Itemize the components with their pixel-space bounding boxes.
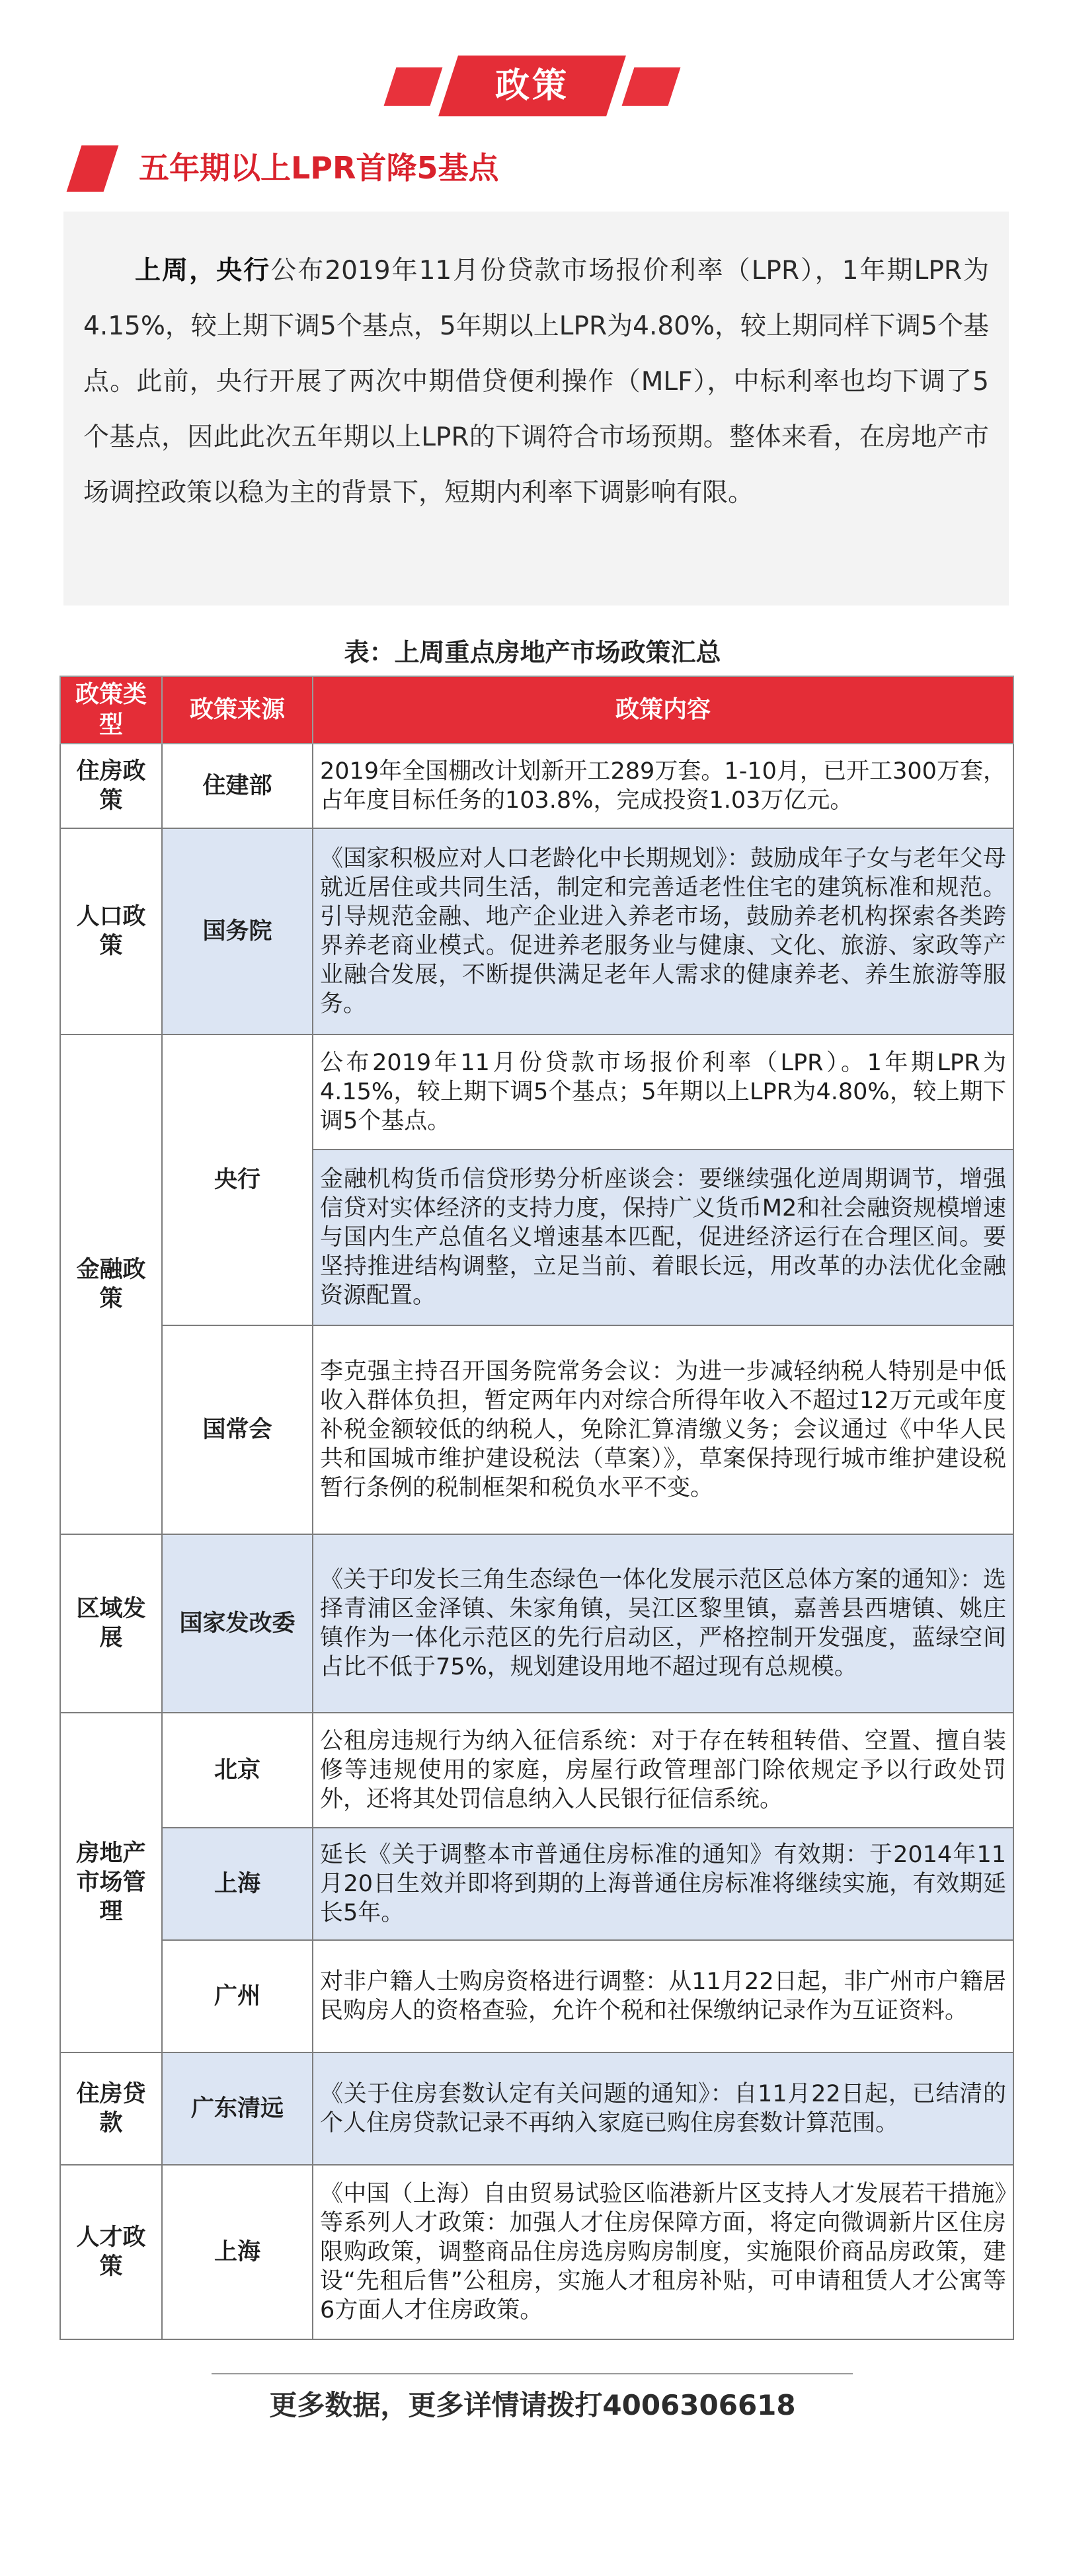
policy-content-cell: 李克强主持召开国务院常务会议：为进一步减轻纳税人特别是中低收入群体负担，暂定两年内对综合所得年收入不超过12万元或年度补税金额较低的纳税人，免除汇算清缴义务；会议通过《中华人民共和国城市维护建设税法（草案）》，草案保持现行城市维护建设税暂行条例的税制框架和税负水平不变。 xyxy=(313,1325,1013,1534)
table-header-row xyxy=(60,676,1013,744)
table-row xyxy=(60,744,1013,828)
table-row xyxy=(60,1325,1013,1534)
policy-content-cell: 《中国（上海）自由贸易试验区临港新片区支持人才发展若干措施》等系列人才政策：加强人才住房保障方面，将定向微调新片区住房限购政策，调整商品住房选房购房制度，实施限价商品房政策，建设“先租后售”公租房，实施人才租房补贴，可申请租赁人才公寓等6方面人才住房政策。 xyxy=(313,2165,1013,2339)
table-row xyxy=(60,2052,1013,2165)
policy-table xyxy=(59,676,1014,2340)
header-banner xyxy=(390,56,674,116)
footer-contact-text: 更多数据，更多详情请拨打4006306618 xyxy=(269,2389,796,2421)
banner-right-stripe xyxy=(622,67,681,106)
summary-lead: 上周，央行 xyxy=(135,256,271,286)
table-row xyxy=(60,1828,1013,1940)
header-policy-content: 政策内容 xyxy=(313,676,1013,744)
banner-left-stripe xyxy=(384,67,443,106)
policy-content-cell: 公租房违规行为纳入征信系统：对于存在转租转借、空置、擅自装修等违规使用的家庭，房屋行政管理部门除依规定予以行政处罚外，还将其处罚信息纳入人民银行征信系统。 xyxy=(313,1713,1013,1828)
policy-source-cell: 上海 xyxy=(162,1828,313,1940)
section-title: 五年期以上LPR首降5基点 xyxy=(139,150,499,186)
policy-source-cell: 北京 xyxy=(162,1713,313,1828)
policy-type-cell: 房地产市场管理 xyxy=(60,1713,162,2052)
policy-source-cell: 国家发改委 xyxy=(162,1534,313,1713)
policy-source-cell: 国务院 xyxy=(162,828,313,1034)
policy-source-cell: 广州 xyxy=(162,1940,313,2052)
policy-type-cell: 金融政策 xyxy=(60,1034,162,1534)
policy-type-cell: 人才政策 xyxy=(60,2165,162,2339)
policy-type-cell: 住房贷款 xyxy=(60,2052,162,2165)
table-row xyxy=(60,1534,1013,1713)
policy-content-cell: 对非户籍人士购房资格进行调整：从11月22日起，非广州市户籍居民购房人的资格查验，允许个税和社保缴纳记录作为互证资料。 xyxy=(313,1940,1013,2052)
policy-source-cell: 国常会 xyxy=(162,1325,313,1534)
policy-source-cell: 央行 xyxy=(162,1034,313,1325)
table-caption: 表：上周重点房地产市场政策汇总 xyxy=(344,638,721,667)
table-row xyxy=(60,1940,1013,2052)
policy-content-cell: 《关于印发长三角生态绿色一体化发展示范区总体方案的通知》：选择青浦区金泽镇、朱家角镇，吴江区黎里镇，嘉善县西塘镇、姚庄镇作为一体化示范区的先行启动区，严格控制开发强度，蓝绿空间占比不低于75%，规划建设用地不超过现有总规模。 xyxy=(313,1534,1013,1713)
header-policy-source: 政策来源 xyxy=(162,676,313,744)
policy-type-cell: 人口政策 xyxy=(60,828,162,1034)
policy-content-cell: 《国家积极应对人口老龄化中长期规划》：鼓励成年子女与老年父母就近居住或共同生活，制定和完善适老性住宅的建筑标准和规范。引导规范金融、地产企业进入养老市场，鼓励养老机构探索各类跨界养老商业模式。促进养老服务业与健康、文化、旅游、家政等产业融合发展，不断提供满足老年人需求的健康养老、养生旅游等服务。 xyxy=(313,828,1013,1034)
policy-content-cell: 2019年全国棚改计划新开工289万套。1-10月，已开工300万套，占年度目标任务的103.8%，完成投资1.03万亿元。 xyxy=(313,744,1013,828)
policy-content-cell: 《关于住房套数认定有关问题的通知》：自11月22日起，已结清的个人住房贷款记录不再纳入家庭已购住房套数计算范围。 xyxy=(313,2052,1013,2165)
table-row xyxy=(60,828,1013,1034)
policy-content-cell: 公布2019年11月份贷款市场报价利率（LPR）。1年期LPR为4.15%，较上期下调5个基点；5年期以上LPR为4.80%，较上期下调5个基点。 xyxy=(313,1034,1013,1150)
summary-text: 公布2019年11月份贷款市场报价利率（LPR），1年期LPR为4.15%，较上期下调5个基点，5年期以上LPR为4.80%，较上期同样下调5个基点。此前，央行开展了两次中期借贷便利操作（MLF），中标利率也均下调了5个基点，因此此次五年期以上LPR的下调符合市场预期。整体来看，在房地产市场调控政策以稳为主的背景下，短期内利率下调影响有限。 xyxy=(83,256,989,508)
policy-type-cell: 区域发展 xyxy=(60,1534,162,1713)
policy-type-cell: 住房政策 xyxy=(60,744,162,828)
policy-source-cell: 上海 xyxy=(162,2165,313,2339)
table-row xyxy=(60,2165,1013,2339)
policy-content-cell: 延长《关于调整本市普通住房标准的通知》有效期：于2014年11月20日生效并即将到期的上海普通住房标准将继续实施，有效期延长5年。 xyxy=(313,1828,1013,1940)
footer-divider xyxy=(212,2373,853,2374)
header-policy-type: 政策类型 xyxy=(60,676,162,744)
summary-paragraph xyxy=(83,243,989,521)
policy-source-cell: 广东清远 xyxy=(162,2052,313,2165)
table-row xyxy=(60,1713,1013,1828)
summary-box xyxy=(63,212,1009,605)
policy-content-cell: 金融机构货币信贷形势分析座谈会：要继续强化逆周期调节，增强信贷对实体经济的支持力度，保持广义货币M2和社会融资规模增速与国内生产总值名义增速基本匹配，促进经济运行在合理区间。要坚持推进结构调整，立足当前、着眼长远，用改革的办法优化金融资源配置。 xyxy=(313,1150,1013,1325)
policy-source-cell: 住建部 xyxy=(162,744,313,828)
table-row xyxy=(60,1034,1013,1150)
banner-title: 政策 xyxy=(494,66,569,106)
section-flag-icon xyxy=(67,145,119,192)
